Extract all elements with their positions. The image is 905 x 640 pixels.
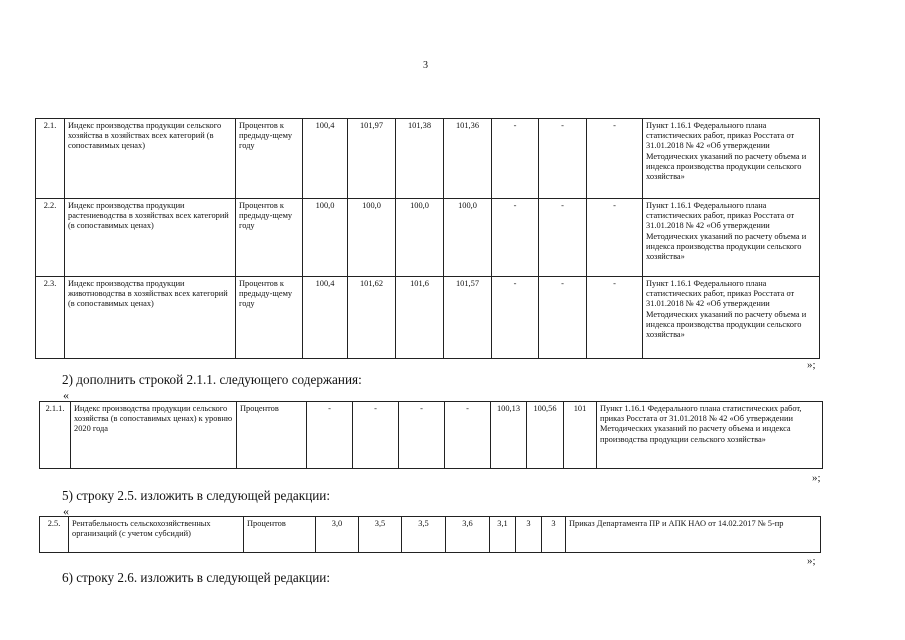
value-cell: 100,0 <box>348 199 396 277</box>
row-number: 2.3. <box>36 277 65 359</box>
value-cell: 100,56 <box>527 402 564 469</box>
unit-cell: Процентов <box>237 402 307 469</box>
value-cell: 101,57 <box>444 277 492 359</box>
indicator-name: Индекс производства продукции сельского хозяйства в хозяйствах всех категорий (в сопоставимых ценах) <box>65 119 236 199</box>
value-cell: - <box>587 119 643 199</box>
closing-quote: »; <box>807 359 816 371</box>
source-cell: Пункт 1.16.1 Федерального плана статистических работ, приказ Росстата от 31.01.2018 № 42 «Об утверждении Методических указаний по расчету объема и индекса производства продукции сельского хозяйства» <box>643 277 820 359</box>
section-heading: 6) строку 2.6. изложить в следующей редакции: <box>62 570 331 585</box>
table-row <box>36 277 820 359</box>
value-cell: 100,0 <box>303 199 348 277</box>
insert-row-table <box>39 401 823 469</box>
opening-quote: « <box>63 504 69 518</box>
closing-quote: »; <box>812 472 821 484</box>
value-cell: 101,38 <box>396 119 444 199</box>
indicator-name: Индекс производства продукции сельского хозяйства (в сопоставимых ценах) к уровню 2020 года <box>71 402 237 469</box>
table-row <box>40 402 823 469</box>
unit-cell: Процентов к предыду-щему году <box>236 199 303 277</box>
value-cell: 100,0 <box>444 199 492 277</box>
unit-cell: Процентов к предыду-щему году <box>236 277 303 359</box>
value-cell: 3,5 <box>402 517 446 553</box>
value-cell: - <box>492 119 539 199</box>
value-cell: 100,13 <box>491 402 527 469</box>
value-cell: - <box>492 199 539 277</box>
value-cell: - <box>587 199 643 277</box>
replace-row-table <box>39 516 821 553</box>
value-cell: 3,5 <box>359 517 402 553</box>
indicator-name: Индекс производства продукции растениеводства в хозяйствах всех категорий (в сопоставимых ценах) <box>65 199 236 277</box>
value-cell: 101,36 <box>444 119 492 199</box>
unit-cell: Процентов к предыду-щему году <box>236 119 303 199</box>
value-cell: 101,97 <box>348 119 396 199</box>
value-cell: - <box>445 402 491 469</box>
indicators-table <box>35 118 820 359</box>
unit-cell: Процентов <box>244 517 316 553</box>
value-cell: 3 <box>516 517 542 553</box>
value-cell: - <box>353 402 399 469</box>
value-cell: 100,4 <box>303 277 348 359</box>
value-cell: 101 <box>564 402 597 469</box>
value-cell: - <box>539 277 587 359</box>
value-cell: - <box>399 402 445 469</box>
value-cell: - <box>539 199 587 277</box>
section-heading: 2) дополнить строкой 2.1.1. следующего содержания: <box>62 372 362 387</box>
source-cell: Пункт 1.16.1 Федерального плана статистических работ, приказ Росстата от 31.01.2018 № 42 «Об утверждении Методических указаний по расчету объема и индекса производства продукции сельского хозяйства» <box>597 402 823 469</box>
value-cell: 3,6 <box>446 517 490 553</box>
indicator-name: Рентабельность сельскохозяйственных организаций (с учетом субсидий) <box>69 517 244 553</box>
page-number: 3 <box>423 60 428 71</box>
indicator-name: Индекс производства продукции животноводства в хозяйствах всех категорий (в сопоставимых ценах) <box>65 277 236 359</box>
closing-quote: »; <box>807 555 816 567</box>
value-cell: 3 <box>542 517 566 553</box>
value-cell: 100,4 <box>303 119 348 199</box>
value-cell: - <box>587 277 643 359</box>
value-cell: - <box>492 277 539 359</box>
table-row <box>40 517 821 553</box>
value-cell: 3,0 <box>316 517 359 553</box>
value-cell: - <box>539 119 587 199</box>
opening-quote: « <box>63 388 69 402</box>
value-cell: - <box>307 402 353 469</box>
row-number: 2.5. <box>40 517 69 553</box>
section-heading: 5) строку 2.5. изложить в следующей редакции: <box>62 488 331 503</box>
table-row <box>36 119 820 199</box>
row-number: 2.2. <box>36 199 65 277</box>
value-cell: 100,0 <box>396 199 444 277</box>
source-cell: Пункт 1.16.1 Федерального плана статистических работ, приказ Росстата от 31.01.2018 № 42 «Об утверждении Методических указаний по расчету объема и индекса производства продукции сельского хозяйства» <box>643 119 820 199</box>
value-cell: 101,62 <box>348 277 396 359</box>
table-row <box>36 199 820 277</box>
row-number: 2.1.1. <box>40 402 71 469</box>
value-cell: 101,6 <box>396 277 444 359</box>
source-cell: Приказ Департамента ПР и АПК НАО от 14.02.2017 № 5-пр <box>566 517 821 553</box>
row-number: 2.1. <box>36 119 65 199</box>
value-cell: 3,1 <box>490 517 516 553</box>
source-cell: Пункт 1.16.1 Федерального плана статистических работ, приказ Росстата от 31.01.2018 № 42 «Об утверждении Методических указаний по расчету объема и индекса производства продукции сельского хозяйства» <box>643 199 820 277</box>
